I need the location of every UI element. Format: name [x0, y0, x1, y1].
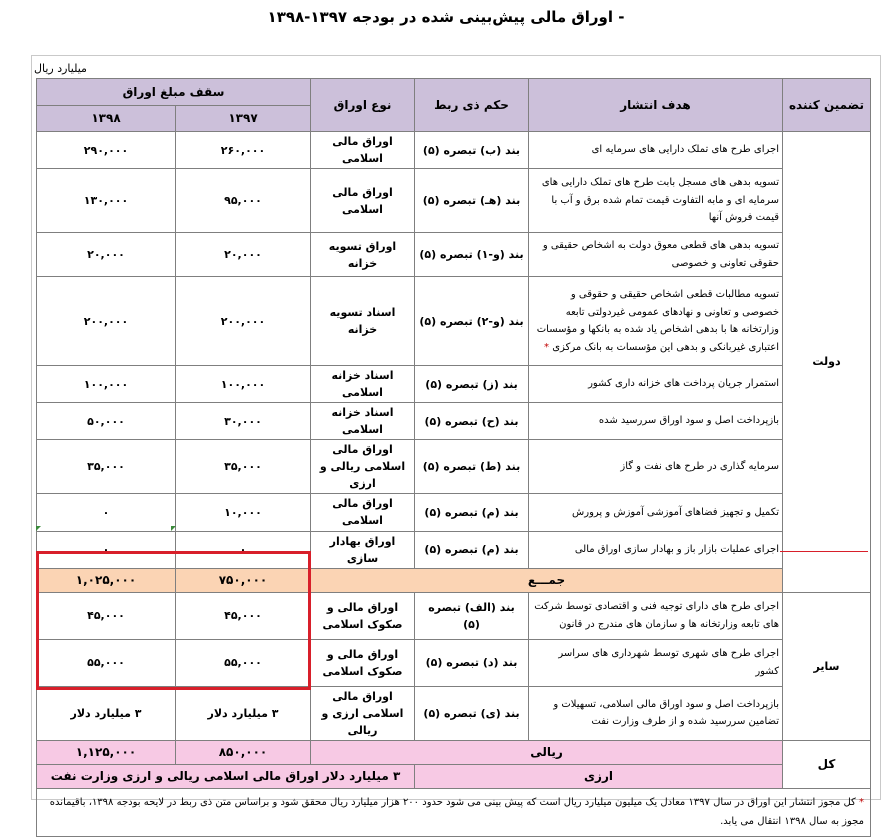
cell-comment-marker — [36, 526, 41, 531]
cell-value-1398: ۲۰,۰۰۰ — [37, 233, 176, 277]
cell-value-1397: ۳۰,۰۰۰ — [176, 403, 311, 440]
table-row — [37, 440, 871, 494]
table-row — [37, 592, 871, 639]
cell-type: اسناد خزانه اسلامی — [311, 366, 415, 403]
cell-purpose: بازپرداخت اصل و سود اوراق سررسید شده — [529, 403, 783, 440]
cell-value-1397: ۲۰,۰۰۰ — [176, 233, 311, 277]
group-other: سایر — [783, 592, 871, 740]
cell-value-1398: ۱۳۰,۰۰۰ — [37, 169, 176, 233]
cell-purpose — [529, 277, 783, 366]
grand-total-fx-label: ارزی — [415, 764, 783, 788]
cell-value-1397: ۳ میلیارد دلار — [176, 686, 311, 740]
cell-purpose: اجرای طرح های شهری توسط شهرداری های سراسر کشور — [529, 639, 783, 686]
cell-value-1398: ۳ میلیارد دلار — [37, 686, 176, 740]
grand-total-rial-label: ریالی — [311, 740, 783, 764]
unit-label: میلیارد ریال — [34, 62, 87, 75]
grand-total-rial-row — [37, 740, 871, 764]
group-separator-line — [780, 551, 868, 552]
cell-value-1398: ۲۹۰,۰۰۰ — [37, 132, 176, 169]
cell-clause: بند (و-۲) تبصره (۵) — [415, 277, 529, 366]
group-government: دولت — [783, 132, 871, 593]
subtotal-1397: ۷۵۰,۰۰۰ — [176, 568, 311, 592]
cell-type: اسناد خزانه اسلامی — [311, 403, 415, 440]
cell-purpose: بازپرداخت اصل و سود اوراق مالی اسلامی، تسهیلات و تضامین سررسید شده و از طرف وزارت نفت — [529, 686, 783, 740]
header-clause: حکم ذی ربط — [415, 79, 529, 132]
footnote-row — [37, 788, 871, 836]
cell-type: اوراق مالی و صکوک اسلامی — [311, 592, 415, 639]
table-row — [37, 277, 871, 366]
header-year-1398: ۱۳۹۸ — [37, 106, 176, 132]
header-year-1397: ۱۳۹۷ — [176, 106, 311, 132]
cell-clause: بند (ز) تبصره (۵) — [415, 366, 529, 403]
cell-value-1397: ۵۵,۰۰۰ — [176, 639, 311, 686]
cell-clause: بند (و-۱) تبصره (۵) — [415, 233, 529, 277]
cell-clause: بند (ح) تبصره (۵) — [415, 403, 529, 440]
cell-clause: بند (م) تبصره (۵) — [415, 494, 529, 531]
cell-value-1398: ۵۰,۰۰۰ — [37, 403, 176, 440]
cell-value-1397: ۰ — [176, 531, 311, 568]
cell-value-1397: ۲۰۰,۰۰۰ — [176, 277, 311, 366]
cell-clause: بند (م) تبصره (۵) — [415, 531, 529, 568]
group-total: کل — [783, 740, 871, 788]
table-row — [37, 686, 871, 740]
cell-purpose: تکمیل و تجهیز فضاهای آموزشی آموزش و پرورش — [529, 494, 783, 531]
cell-clause: بند (ب) تبصره (۵) — [415, 132, 529, 169]
cell-type: اوراق بهادار سازی — [311, 531, 415, 568]
cell-value-1397: ۲۶۰,۰۰۰ — [176, 132, 311, 169]
cell-clause: بند (د) تبصره (۵) — [415, 639, 529, 686]
cell-purpose: تسویه بدهی های مسجل بابت طرح های تملک دارایی های سرمایه ای و مابه التفاوت قیمت تمام شده برق و آب با قیمت فروش آنها — [529, 169, 783, 233]
cell-value-1397: ۱۰,۰۰۰ — [176, 494, 311, 531]
grand-total-rial-1397: ۸۵۰,۰۰۰ — [176, 740, 311, 764]
table-row — [37, 403, 871, 440]
cell-type: اوراق مالی اسلامی ارزی و ریالی — [311, 686, 415, 740]
subtotal-1398: ۱,۰۲۵,۰۰۰ — [37, 568, 176, 592]
cell-clause: بند (ی) تبصره (۵) — [415, 686, 529, 740]
table-row — [37, 132, 871, 169]
bonds-table — [36, 78, 871, 837]
cell-purpose: اجرای طرح های دارای توجیه فنی و اقتصادی توسط شرکت های تابعه وزارتخانه ها و سازمان های مندرج در قانون — [529, 592, 783, 639]
table-row — [37, 531, 871, 568]
cell-value-1397: ۹۵,۰۰۰ — [176, 169, 311, 233]
cell-type: اوراق تسویه خزانه — [311, 233, 415, 277]
cell-type: اوراق مالی اسلامی — [311, 169, 415, 233]
cell-clause: بند (الف) تبصره (۵) — [415, 592, 529, 639]
grand-total-rial-1398: ۱,۱۲۵,۰۰۰ — [37, 740, 176, 764]
cell-value-1398: ۲۰۰,۰۰۰ — [37, 277, 176, 366]
cell-type: اوراق مالی اسلامی — [311, 132, 415, 169]
cell-purpose: استمرار جریان پرداخت های خزانه داری کشور — [529, 366, 783, 403]
cell-type: اوراق مالی اسلامی ریالی و ارزی — [311, 440, 415, 494]
cell-purpose: اجرای طرح های تملک دارایی های سرمایه ای — [529, 132, 783, 169]
purpose-text: تسویه مطالبات قطعی اشخاص حقیقی و حقوقی و خصوصی و تعاونی و نهادهای عمومی غیردولتی تابعه وزارتخانه ها با بدهی اشخاص یاد شده به بانکها و مؤسسات اعتباری غیربانکی و بدهی این مؤسسات به بانک مرکزی — [536, 289, 779, 353]
cell-type: اسناد تسویه خزانه — [311, 277, 415, 366]
page-title: - اوراق مالی پیش‌بینی شده در بودجه ۱۳۹۷-۱۳۹۸ — [267, 8, 625, 26]
grand-total-fx-row — [37, 764, 871, 788]
cell-clause: بند (هـ) تبصره (۵) — [415, 169, 529, 233]
table-row — [37, 233, 871, 277]
cell-value-1398: ۰ — [37, 494, 176, 531]
header-ceiling: سقف مبلغ اوراق — [37, 79, 311, 106]
footnote — [37, 788, 871, 836]
cell-purpose: اجرای عملیات بازار باز و بهادار سازی اوراق مالی — [529, 531, 783, 568]
table-row — [37, 366, 871, 403]
footnote-text: کل مجوز انتشار این اوراق در سال ۱۳۹۷ معادل یک میلیون میلیارد ریال است که پیش بینی می شود حدود ۲۰۰ هزار میلیارد ریال محقق شود و براساس متن ذی ربط در لایحه بودجه ۱۳۹۸، باقیمانده مجوز به سال ۱۳۹۸ انتقال می یابد. — [49, 797, 864, 828]
cell-value-1398: ۳۵,۰۰۰ — [37, 440, 176, 494]
cell-type: اوراق مالی و صکوک اسلامی — [311, 639, 415, 686]
grand-total-fx-text: ۳ میلیارد دلار اوراق مالی اسلامی ریالی و ارزی وزارت نفت — [37, 764, 415, 788]
cell-value-1397: ۱۰۰,۰۰۰ — [176, 366, 311, 403]
header-purpose: هدف انتشار — [529, 79, 783, 132]
footnote-marker: * — [544, 341, 550, 353]
cell-clause: بند (ط) تبصره (۵) — [415, 440, 529, 494]
subtotal-label: جمـــع — [311, 568, 783, 592]
cell-value-1397: ۳۵,۰۰۰ — [176, 440, 311, 494]
cell-value-1398: ۱۰۰,۰۰۰ — [37, 366, 176, 403]
header-type: نوع اوراق — [311, 79, 415, 132]
cell-value-1397: ۴۵,۰۰۰ — [176, 592, 311, 639]
subtotal-row — [37, 568, 871, 592]
table-row — [37, 169, 871, 233]
footnote-star: * — [859, 797, 864, 809]
cell-value-1398: ۵۵,۰۰۰ — [37, 639, 176, 686]
cell-value-1398: ۰ — [37, 531, 176, 568]
cell-comment-marker — [171, 526, 176, 531]
cell-purpose: سرمایه گذاری در طرح های نفت و گاز — [529, 440, 783, 494]
header-guarantor: تضمین کننده — [783, 79, 871, 132]
cell-purpose: تسویه بدهی های قطعی معوق دولت به اشخاص حقیقی و حقوقی تعاونی و خصوصی — [529, 233, 783, 277]
cell-type: اوراق مالی اسلامی — [311, 494, 415, 531]
table-row — [37, 639, 871, 686]
table-row — [37, 494, 871, 531]
cell-value-1398: ۴۵,۰۰۰ — [37, 592, 176, 639]
